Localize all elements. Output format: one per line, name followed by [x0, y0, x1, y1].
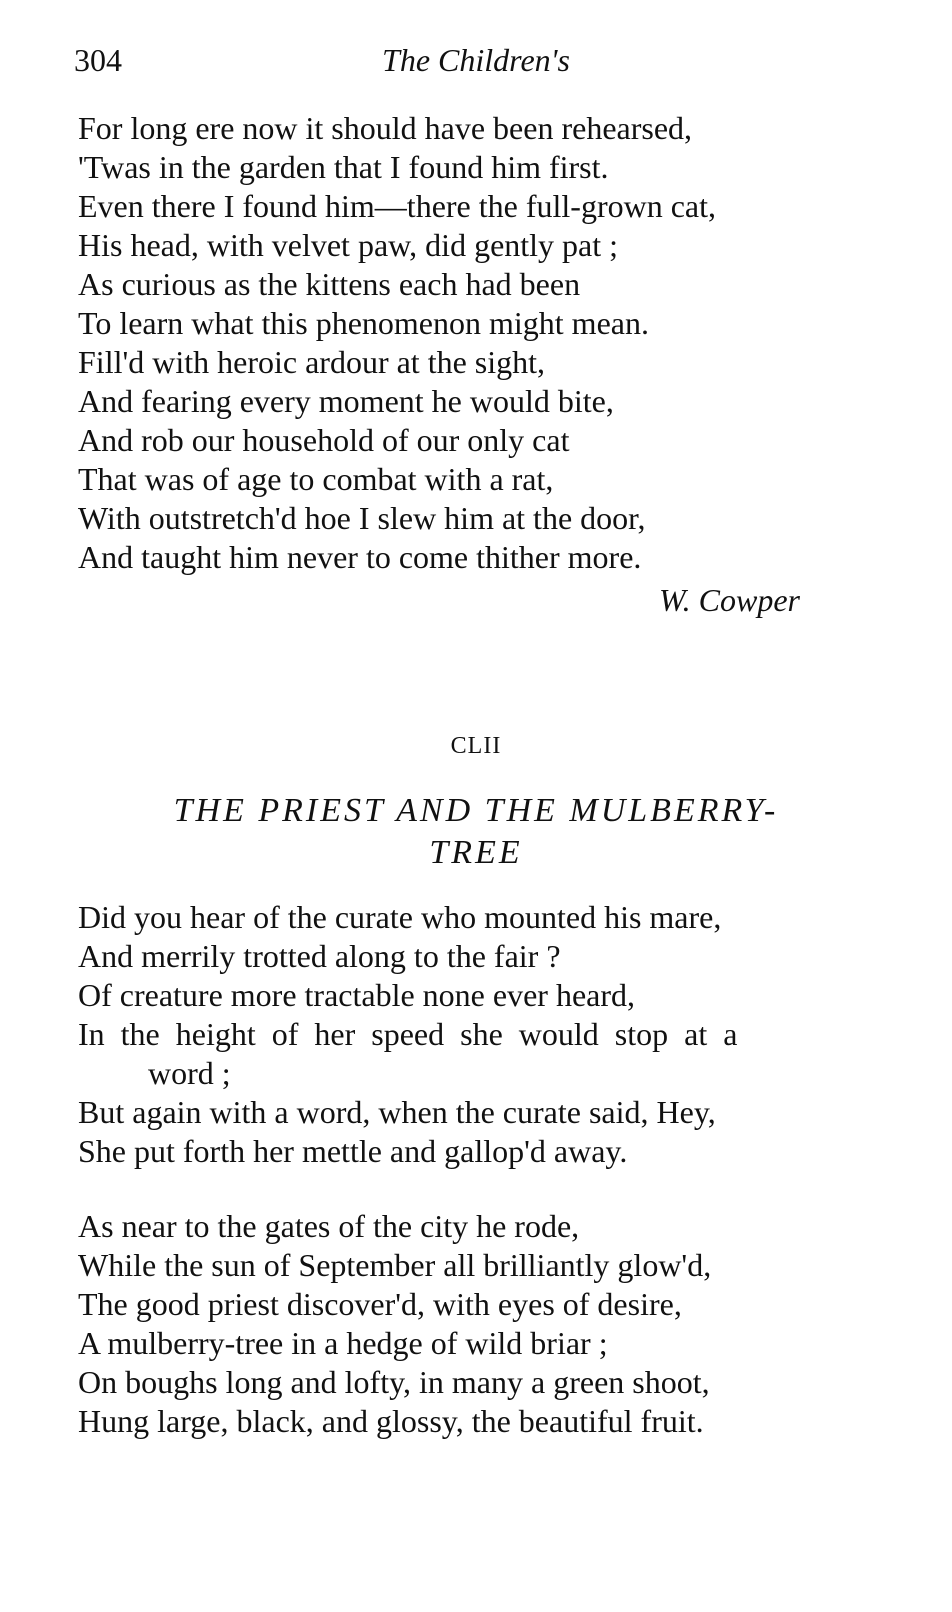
poem-title-line: TREE — [429, 834, 523, 871]
verse-line: And merrily trotted along to the fair ? — [78, 938, 561, 974]
verse-line: Hung large, black, and glossy, the beautiful fruit. — [78, 1403, 704, 1439]
verse-line: As near to the gates of the city he rode, — [78, 1208, 580, 1244]
verse-line: That was of age to combat with a rat, — [78, 461, 554, 497]
running-title: The Children's — [382, 42, 570, 78]
verse-line: And fearing every moment he would bite, — [78, 383, 614, 419]
verse-line: And taught him never to come thither more. — [78, 539, 642, 575]
verse-line: A mulberry-tree in a hedge of wild briar ; — [78, 1325, 608, 1361]
poem-attribution: W. Cowper — [658, 582, 800, 618]
verse-line: Even there I found him—there the full-grown cat, — [78, 188, 716, 224]
verse-line: On boughs long and lofty, in many a green shoot, — [78, 1364, 710, 1400]
verse-line: His head, with velvet paw, did gently pat ; — [78, 227, 619, 263]
previous-poem-ending — [78, 109, 716, 577]
verse-line: As curious as the kittens each had been — [78, 266, 581, 302]
verse-line: 'Twas in the garden that I found him first. — [78, 149, 609, 185]
verse-line: Fill'd with heroic ardour at the sight, — [78, 344, 546, 380]
verse-line: To learn what this phenomenon might mean. — [78, 305, 649, 341]
verse-line: She put forth her mettle and gallop'd away. — [78, 1133, 628, 1169]
verse-line: The good priest discover'd, with eyes of desire, — [78, 1286, 682, 1322]
verse-line-continuation: word ; — [148, 1055, 231, 1091]
stanza-2 — [78, 1207, 711, 1441]
page-number: 304 — [74, 42, 122, 78]
verse-line: With outstretch'd hoe I slew him at the door, — [78, 500, 646, 536]
verse-line: And rob our household of our only cat — [78, 422, 570, 458]
poem-number: CLII — [450, 733, 502, 759]
poem-title — [90, 790, 862, 874]
verse-line: Of creature more tractable none ever heard, — [78, 977, 635, 1013]
verse-line: Did you hear of the curate who mounted his mare, — [78, 899, 722, 935]
verse-line: For long ere now it should have been rehearsed, — [78, 110, 693, 146]
poem-title-line: THE PRIEST AND THE MULBERRY- — [173, 792, 779, 829]
stanza-1 — [78, 898, 737, 1171]
verse-line: In the height of her speed she would stop at a — [78, 1016, 738, 1052]
verse-line: While the sun of September all brilliantly glow'd, — [78, 1247, 712, 1283]
verse-line: But again with a word, when the curate said, Hey, — [78, 1094, 716, 1130]
